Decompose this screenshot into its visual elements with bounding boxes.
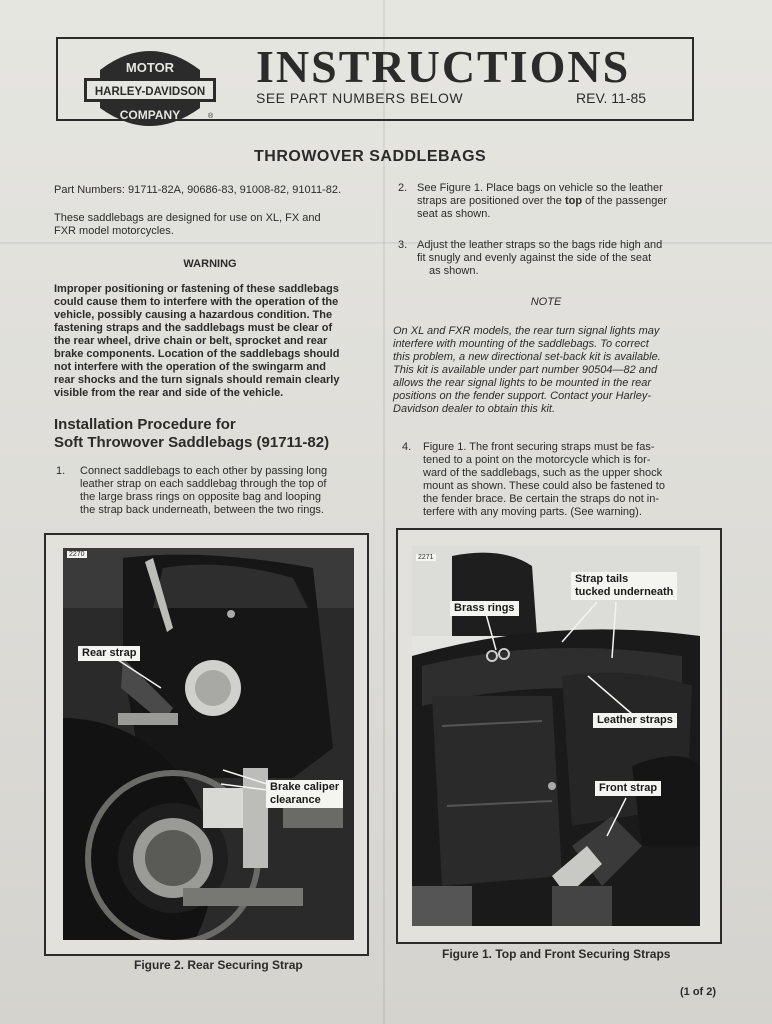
note-text bbox=[393, 325, 713, 416]
warning-heading: WARNING bbox=[183, 258, 237, 270]
note-line: allows the rear signal lights to be mounted in the rear bbox=[393, 377, 652, 389]
front-strap-label: Front strap bbox=[595, 781, 661, 796]
intro-line: These saddlebags are designed for use on XL, FX and bbox=[54, 212, 321, 224]
logo-middle-text: HARLEY-DAVIDSON bbox=[94, 86, 206, 98]
step-line: as shown. bbox=[429, 265, 479, 277]
step-line: mount as shown. These could also be fastened to bbox=[423, 480, 665, 492]
note-line: this problem, a new directional set-back kit is available. bbox=[393, 351, 661, 363]
warning-line: rear shocks and the turn signals should remain clearly bbox=[54, 374, 340, 386]
step-text: straps are positioned over the bbox=[417, 195, 565, 207]
step-1-text bbox=[80, 465, 370, 517]
step-text: of the passenger bbox=[582, 195, 668, 207]
intro-text bbox=[54, 212, 321, 238]
note-line: This kit is available under part number 90504—82 and bbox=[393, 364, 658, 376]
step-line: Adjust the leather straps so the bags ride high and bbox=[417, 239, 663, 251]
step-4-text bbox=[423, 441, 723, 519]
step-text-emphasis: top bbox=[564, 195, 583, 207]
note-line: Davidson dealer to obtain this kit. bbox=[393, 403, 556, 415]
strap-tails-label: Strap tails tucked underneath bbox=[571, 572, 677, 600]
logo-bottom-text: COMPANY bbox=[119, 108, 181, 122]
step-1-number: 1. bbox=[56, 465, 66, 477]
see-part-numbers: SEE PART NUMBERS BELOW bbox=[256, 90, 464, 106]
step-line: fit snugly and evenly against the side of the seat bbox=[417, 252, 652, 264]
step-line bbox=[417, 195, 717, 208]
revision-label: REV. 11-85 bbox=[576, 90, 647, 106]
note-line: On XL and FXR models, the rear turn signal lights may bbox=[393, 325, 660, 337]
warning-line: could cause them to interfere with the operation of the bbox=[54, 296, 339, 308]
step-line: Figure 1. The front securing straps must be fas- bbox=[423, 441, 655, 453]
figure-1-caption: Figure 1. Top and Front Securing Straps bbox=[442, 947, 671, 961]
step-2-text bbox=[417, 182, 717, 221]
warning-line: Improper positioning or fastening of these saddlebags bbox=[54, 283, 339, 295]
rear-strap-label: Rear strap bbox=[78, 646, 140, 661]
step-line: the strap back underneath, between the two rings. bbox=[80, 504, 324, 516]
warning-line: fastening straps and the saddlebags must be clear of bbox=[54, 322, 333, 334]
warning-line: not interfere with the operation of the swingarm and bbox=[54, 361, 326, 373]
figure-2-number: 2270 bbox=[69, 551, 85, 558]
instructions-title: INSTRUCTIONS bbox=[256, 41, 631, 92]
harley-davidson-logo bbox=[80, 36, 220, 136]
page-number: (1 of 2) bbox=[680, 986, 717, 998]
note-heading: NOTE bbox=[530, 296, 562, 308]
note-line: interfere with mounting of the saddlebags. To correct bbox=[393, 338, 649, 350]
step-line: ward of the saddlebags, such as the upper shock bbox=[423, 467, 663, 479]
note-line: positions on the fender support. Contact your Harley- bbox=[393, 390, 652, 402]
step-line: Connect saddlebags to each other by passing long bbox=[80, 465, 328, 477]
step-3-number: 3. bbox=[398, 239, 408, 251]
figure-2-caption: Figure 2. Rear Securing Strap bbox=[134, 958, 303, 972]
leather-straps-label: Leather straps bbox=[593, 713, 677, 728]
figure-1-number: 2271 bbox=[418, 554, 434, 561]
step-line: See Figure 1. Place bags on vehicle so the leather bbox=[417, 182, 663, 194]
registered-mark: ® bbox=[208, 113, 214, 120]
procedure-heading bbox=[54, 416, 329, 452]
figure-2-leader-lines bbox=[63, 548, 354, 940]
step-4-number: 4. bbox=[402, 441, 412, 453]
brake-caliper-label: Brake caliper clearance bbox=[266, 780, 343, 808]
step-line: the fender brace. Be certain the straps do not in- bbox=[423, 493, 660, 505]
warning-line: vehicle, possibly causing a hazardous condition. The bbox=[54, 309, 333, 321]
warning-text bbox=[54, 283, 366, 400]
part-numbers: Part Numbers: 91711-82A, 90686-83, 91008-82, 91011-82. bbox=[54, 184, 342, 196]
step-line: the large brass rings on opposite bag and looping bbox=[80, 491, 321, 503]
step-line: terfere with any moving parts. (See warning). bbox=[423, 506, 642, 518]
brass-rings-label: Brass rings bbox=[450, 601, 519, 616]
logo-top-text: MOTOR bbox=[125, 60, 175, 75]
step-line: leather strap on each saddlebag through the top of bbox=[80, 478, 327, 490]
step-line: tened to a point on the motorcycle which is for- bbox=[423, 454, 651, 466]
warning-line: brake components. Location of the saddlebags should bbox=[54, 348, 340, 360]
step-line: seat as shown. bbox=[417, 208, 491, 220]
step-2-number: 2. bbox=[398, 182, 408, 194]
step-3-text bbox=[417, 239, 717, 278]
procedure-heading-line: Installation Procedure for bbox=[54, 416, 236, 433]
intro-line: FXR model motorcycles. bbox=[54, 225, 174, 237]
warning-line: visible from the rear and side of the vehicle. bbox=[54, 387, 284, 399]
document-title: THROWOVER SADDLEBAGS bbox=[254, 148, 487, 165]
procedure-heading-line: Soft Throwover Saddlebags (91711-82) bbox=[54, 434, 330, 451]
warning-line: the rear wheel, drive chain or belt, sprocket and rear bbox=[54, 335, 328, 347]
